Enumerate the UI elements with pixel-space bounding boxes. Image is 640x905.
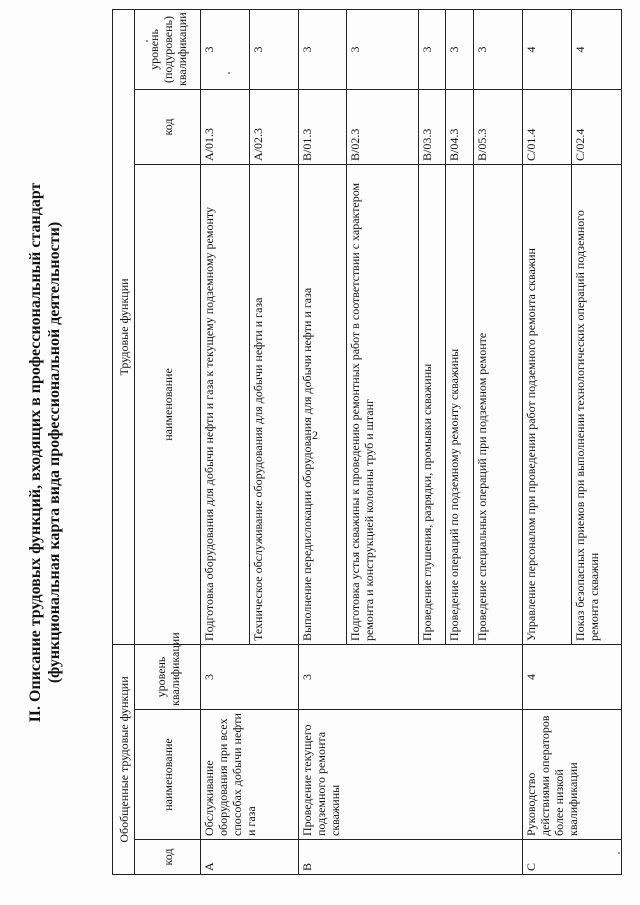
function-level: 3 [347, 9, 419, 89]
group-name: Обслуживание оборудования при всех способах добычи нефти и газа [201, 710, 299, 840]
function-name: Подготовка устья скважины к проведению ремонтных работ в соответствии с характером ремонта и конструкцией колонны труб и штанг [347, 164, 419, 644]
function-code: C/01.4 [522, 89, 571, 164]
section-title [26, 40, 64, 865]
header-name: наименование [135, 710, 201, 840]
function-name: Проведение специальных операций при подземном ремонте [474, 164, 523, 644]
group-code: B [298, 840, 522, 875]
function-level: 3 [474, 9, 523, 89]
function-level: 4 [571, 9, 621, 89]
header-code: код [135, 840, 201, 875]
function-code: C/02.4 [571, 89, 621, 164]
page-number: 2 [312, 428, 318, 442]
header-level: уровень квалификации [135, 644, 201, 709]
table-row [201, 9, 250, 874]
function-level: 4 [522, 9, 571, 89]
function-code: A/02.3 [249, 89, 298, 164]
functional-map-table [112, 9, 622, 875]
title-line-1: II. Описание трудовых функций, входящих в профессиональный стандарт [27, 182, 44, 723]
function-name: Проведение глушения, разрядки, промывки скважины [418, 164, 446, 644]
function-code: B/05.3 [474, 89, 523, 164]
function-level: 3 [418, 9, 446, 89]
function-name: Подготовка оборудования для добычи нефти и газа к текущему подземному ремонту [201, 164, 250, 644]
function-level: 3 [298, 9, 347, 89]
function-code: A/01.3 [201, 89, 250, 164]
title-line-2: (функциональная карта вида профессиональной деятельности) [46, 221, 63, 684]
group-level: 3 [201, 644, 299, 709]
function-code: B/02.3 [347, 89, 419, 164]
header-generalized-functions: Обобщенные трудовые функции [113, 644, 135, 874]
function-name: Управление персоналом при проведении работ подземного ремонта скважин [522, 164, 571, 644]
group-level: 4 [522, 644, 621, 709]
function-level: 3 [249, 9, 298, 89]
table-row [522, 9, 571, 874]
function-code: B/04.3 [446, 89, 474, 164]
group-code: C [522, 840, 621, 875]
header-function-name: наименование [135, 164, 201, 644]
group-name: Руководство действиями операторов более низкой квалификации [522, 710, 621, 840]
header-function-code: код [135, 89, 201, 164]
table-row [298, 9, 347, 874]
function-name: Техническое обслуживание оборудования для добычи нефти и газа [249, 164, 298, 644]
header-labor-functions: Трудовые функции [113, 9, 135, 644]
group-level: 3 [298, 644, 522, 709]
function-name: Проведение операций по подземному ремонту скважины [446, 164, 474, 644]
function-name: Показ безопасных приемов при выполнении технологических операций подземного ремонта скважин [571, 164, 621, 644]
function-level: 3 [201, 9, 250, 89]
group-name: Проведение текущего подземного ремонта скважины [298, 710, 522, 840]
function-code: B/03.3 [418, 89, 446, 164]
function-name: Выполнение передислокации оборудования для добычи нефти и газа [298, 164, 347, 644]
header-function-level: уровень (подуровень) квалификации [135, 9, 201, 89]
group-code: A [201, 840, 299, 875]
function-level: 3 [446, 9, 474, 89]
function-code: B/01.3 [298, 89, 347, 164]
